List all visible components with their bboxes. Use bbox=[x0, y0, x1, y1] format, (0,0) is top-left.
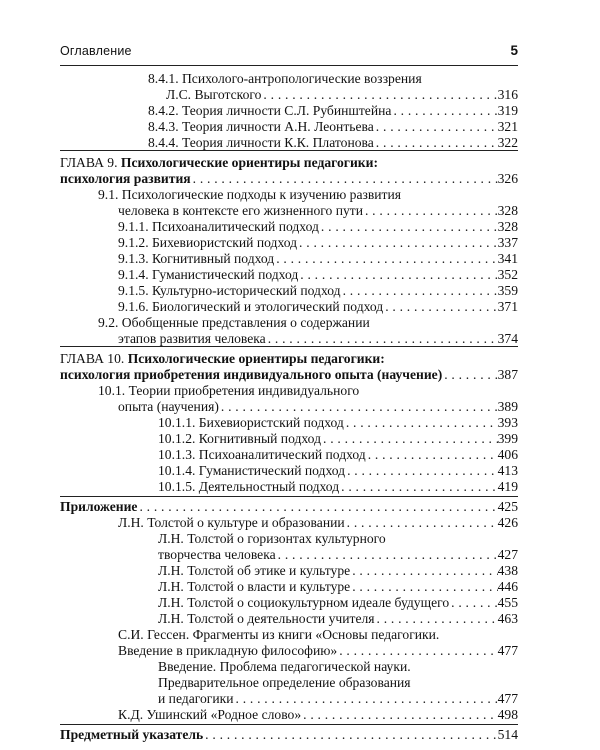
toc-entry-10-1-4[interactable]: 10.1.4. Гуманистический подход . . . 413 bbox=[158, 463, 518, 479]
toc-entry-chapter-10[interactable]: психология приобретения индивидуального опыта (научение) . . . 387 bbox=[60, 367, 518, 383]
toc-page: 371 bbox=[497, 299, 518, 314]
page-number: 5 bbox=[510, 43, 518, 58]
toc-page: 389 bbox=[497, 399, 518, 414]
toc-entry-9-1-5[interactable]: 9.1.5. Культурно-исторический подход . . . 359 bbox=[118, 283, 518, 299]
toc-entry-9-1-2[interactable]: 9.1.2. Бихевиористский подход . . . 337 bbox=[118, 235, 518, 251]
toc-page: 426 bbox=[497, 515, 518, 530]
toc-entry-tolstoy-ideal[interactable]: Л.Н. Толстой о социокультурном идеале будущего . . . 455 bbox=[158, 595, 518, 611]
toc-entry-8-4-4[interactable]: 8.4.4. Теория личности К.К. Платонова . . . 322 bbox=[148, 135, 518, 151]
toc-entry-10-1-label: 10.1. Теории приобретения индивидуального bbox=[98, 383, 360, 398]
toc-page: 328 bbox=[497, 219, 518, 234]
section-divider bbox=[60, 150, 518, 151]
section-divider bbox=[60, 346, 518, 347]
toc-page: 438 bbox=[497, 563, 518, 578]
toc-page: 514 bbox=[497, 727, 518, 742]
toc-page: 498 bbox=[497, 707, 518, 722]
toc-entry-8-4-3[interactable]: 8.4.3. Теория личности А.Н. Леонтьева . . . 321 bbox=[148, 119, 518, 135]
toc-entry-9-1-1[interactable]: 9.1.1. Психоаналитический подход . . . 328 bbox=[118, 219, 518, 235]
toc-entry-10-1[interactable]: опыта (научения) . . . 389 bbox=[118, 399, 518, 415]
toc-page: 446 bbox=[497, 579, 518, 594]
toc-page: 399 bbox=[497, 431, 518, 446]
toc-entry-8-4-2[interactable]: 8.4.2. Теория личности С.Л. Рубинштейна . . . 319 bbox=[148, 103, 518, 119]
toc-entry-introduction[interactable]: и педагогики . . . 477 bbox=[158, 691, 518, 707]
toc-page: 413 bbox=[497, 463, 518, 478]
section-divider bbox=[60, 724, 518, 725]
toc-entry-9-1-label: 9.1. Психологические подходы к изучению развития bbox=[98, 187, 402, 202]
toc-page: 359 bbox=[497, 283, 518, 298]
toc-entry-10-1-3[interactable]: 10.1.3. Психоаналитический подход . . . 406 bbox=[158, 447, 518, 463]
toc-entry-9-1[interactable]: человека в контексте его жизненного пути . . . 328 bbox=[118, 203, 518, 219]
toc-page: 427 bbox=[497, 547, 518, 562]
toc-entry-10-1-1[interactable]: 10.1.1. Бихевиористский подход . . . 393 bbox=[158, 415, 518, 431]
toc-entry-gessen[interactable]: Введение в прикладную философию» . . . 477 bbox=[118, 643, 518, 659]
toc-page: 328 bbox=[497, 203, 518, 218]
toc-page: 322 bbox=[497, 135, 518, 150]
running-header-title: Оглавление bbox=[60, 44, 132, 58]
toc-page: 406 bbox=[497, 447, 518, 462]
toc-page: 321 bbox=[497, 119, 518, 134]
toc-entry-8-4-1-label: 8.4.1. Психолого-антропологические воззрения bbox=[148, 71, 422, 86]
toc-entry-chapter-9[interactable]: психология развития . . . 326 bbox=[60, 171, 518, 187]
toc-entry-tolstoy-horizons[interactable]: творчества человека . . . 427 bbox=[158, 547, 518, 563]
toc-page: 374 bbox=[497, 331, 518, 346]
toc-page: 463 bbox=[497, 611, 518, 626]
toc-entry-introduction-label: Введение. Проблема педагогической науки. bbox=[158, 659, 411, 674]
toc-entry-9-2[interactable]: этапов развития человека . . . 374 bbox=[118, 331, 518, 347]
header-rule bbox=[60, 65, 518, 66]
toc-entry-tolstoy-culture-education[interactable]: Л.Н. Толстой о культуре и образовании . . . 426 bbox=[118, 515, 518, 531]
toc-page: 387 bbox=[497, 367, 518, 382]
toc-page: 352 bbox=[497, 267, 518, 282]
toc-entry-gessen-label: С.И. Гессен. Фрагменты из книги «Основы педагогики. bbox=[118, 627, 440, 642]
toc-entry-tolstoy-teacher[interactable]: Л.Н. Толстой о деятельности учителя . . . 463 bbox=[158, 611, 518, 627]
toc-entry-appendix[interactable]: Приложение . . . 425 bbox=[60, 499, 518, 515]
toc-entry-tolstoy-ethics[interactable]: Л.Н. Толстой об этике и культуре . . . 438 bbox=[158, 563, 518, 579]
toc-page: 455 bbox=[497, 595, 518, 610]
toc-page: 419 bbox=[497, 479, 518, 494]
toc-entry-10-1-5[interactable]: 10.1.5. Деятельностный подход . . . 419 bbox=[158, 479, 518, 495]
toc-entry-subject-index[interactable]: Предметный указатель . . . 514 bbox=[60, 727, 518, 743]
toc-entry-8-4-1[interactable]: Л.С. Выготского . . . 316 bbox=[166, 87, 518, 103]
toc-entry-9-1-4[interactable]: 9.1.4. Гуманистический подход . . . 352 bbox=[118, 267, 518, 283]
toc-page: 341 bbox=[497, 251, 518, 266]
toc-page: 477 bbox=[497, 643, 518, 658]
toc-entry-tolstoy-power[interactable]: Л.Н. Толстой о власти и культуре . . . 446 bbox=[158, 579, 518, 595]
toc-page: 393 bbox=[497, 415, 518, 430]
toc-entry-9-1-3[interactable]: 9.1.3. Когнитивный подход . . . 341 bbox=[118, 251, 518, 267]
running-header bbox=[60, 44, 518, 62]
toc-page: 337 bbox=[497, 235, 518, 250]
toc-entry-introduction-label-2: Предварительное определение образования bbox=[158, 675, 411, 690]
toc-entry-9-2-label: 9.2. Обобщенные представления о содержании bbox=[98, 315, 370, 330]
toc-entry-ushinsky[interactable]: К.Д. Ушинский «Родное слово» . . . 498 bbox=[118, 707, 518, 723]
section-divider bbox=[60, 496, 518, 497]
toc-page: 316 bbox=[497, 87, 518, 102]
toc-page: 425 bbox=[497, 499, 518, 514]
toc-page: 326 bbox=[497, 171, 518, 186]
toc-entry-9-1-6[interactable]: 9.1.6. Биологический и этологический подход . . . 371 bbox=[118, 299, 518, 315]
chapter-9-heading: ГЛАВА 9. Психологические ориентиры педагогики: bbox=[60, 155, 378, 170]
toc-page: 319 bbox=[497, 103, 518, 118]
toc-page: 477 bbox=[497, 691, 518, 706]
toc-entry-10-1-2[interactable]: 10.1.2. Когнитивный подход . . . 399 bbox=[158, 431, 518, 447]
chapter-10-heading: ГЛАВА 10. Психологические ориентиры педагогики: bbox=[60, 351, 385, 366]
toc-entry-tolstoy-horizons-label: Л.Н. Толстой о горизонтах культурного bbox=[158, 531, 386, 546]
